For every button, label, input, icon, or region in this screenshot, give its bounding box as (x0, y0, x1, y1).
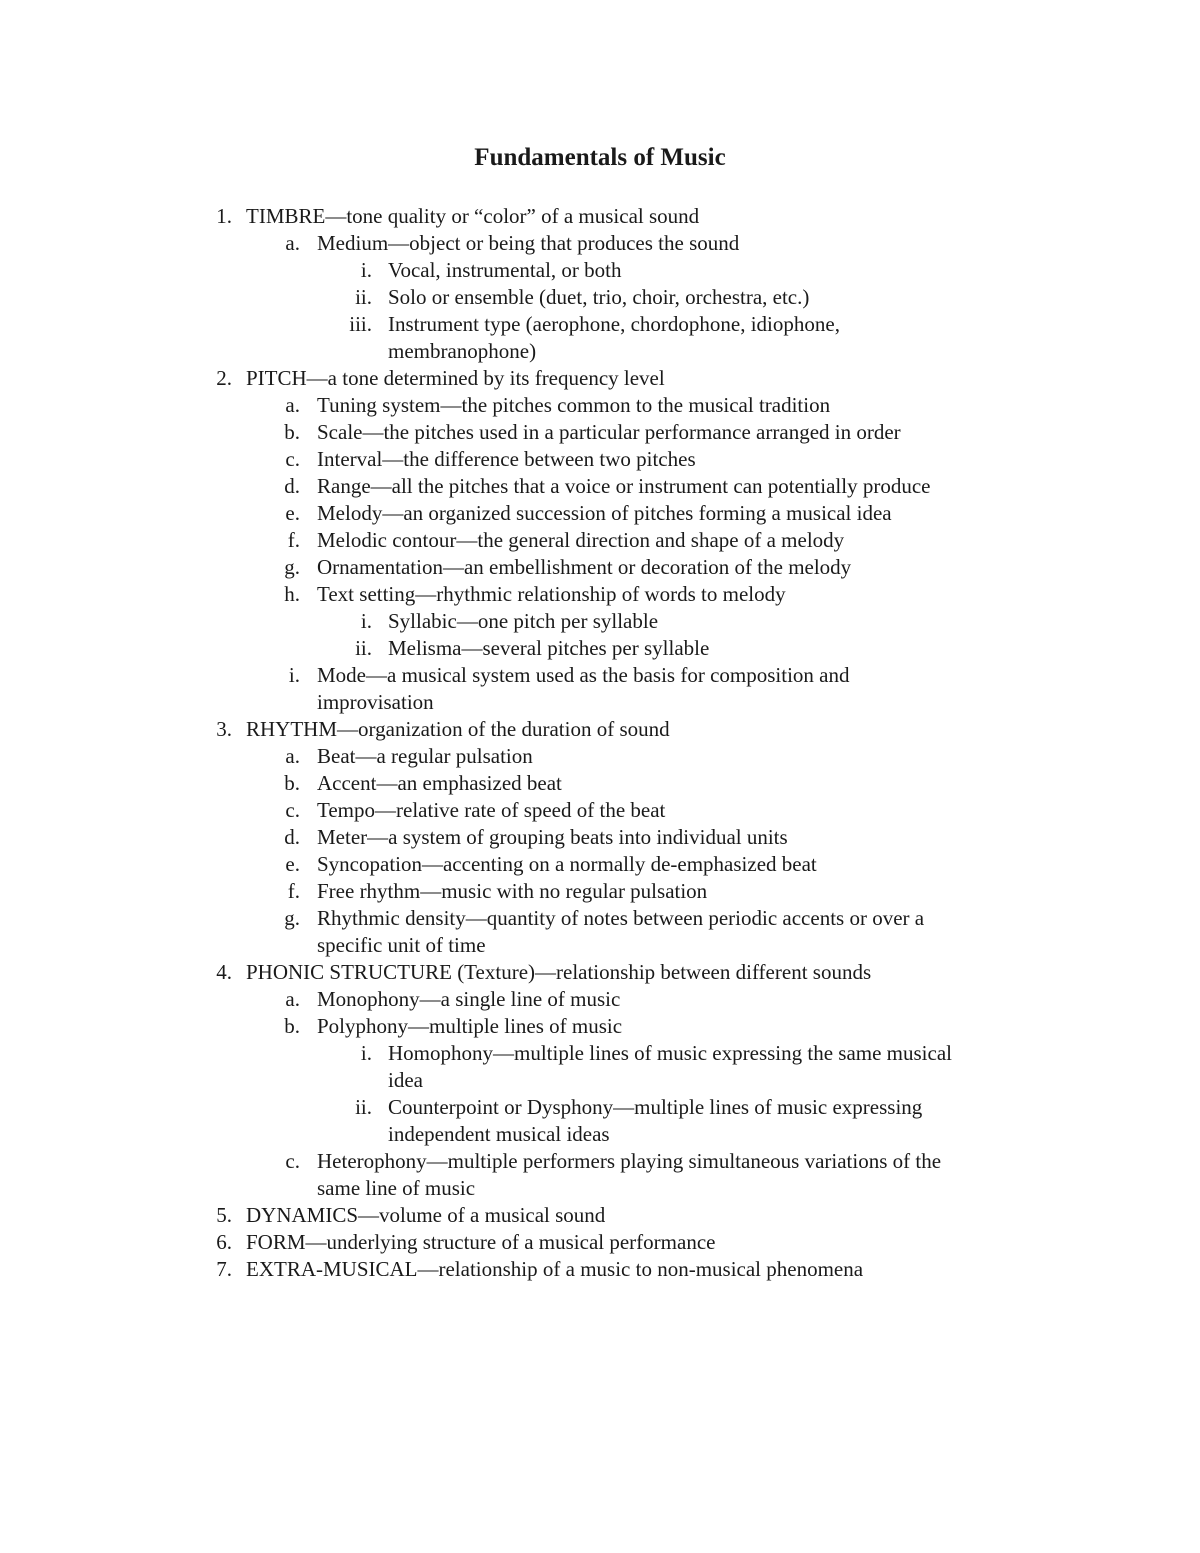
outline-item-text: DYNAMICS—volume of a musical sound (246, 1203, 606, 1227)
outline-item-marker: iii. (349, 312, 372, 336)
outline-item-text: Text setting—rhythmic relationship of words to melody (317, 582, 786, 606)
outline-item-text: Accent—an emphasized beat (317, 771, 562, 795)
outline-item-marker: b. (284, 1014, 300, 1038)
outline-item-marker: a. (285, 744, 300, 768)
outline-item-marker: e. (285, 501, 300, 525)
outline-item-marker: 6. (216, 1230, 232, 1254)
outline-item-marker: ii. (355, 285, 372, 309)
outline-item-text: Homophony—multiple lines of music expressing the same musical (388, 1041, 952, 1065)
outline-item (0, 1094, 1200, 1121)
outline-item-marker: g. (284, 906, 300, 930)
outline-item (0, 986, 1200, 1013)
outline-item-marker: ii. (355, 1095, 372, 1119)
outline-item (0, 608, 1200, 635)
outline-item (0, 257, 1200, 284)
outline-item-marker: i. (360, 1041, 372, 1065)
outline-item-text: Melody—an organized succession of pitches forming a musical idea (317, 501, 892, 525)
outline-item-text: specific unit of time (317, 933, 486, 957)
outline-item (0, 743, 1200, 770)
outline-item-marker: a. (285, 393, 300, 417)
outline-item-text: Instrument type (aerophone, chordophone, idiophone, (388, 312, 840, 336)
outline-item-marker: c. (285, 798, 300, 822)
outline-item-text: Syncopation—accenting on a normally de-emphasized beat (317, 852, 817, 876)
outline-item-marker: i. (288, 663, 300, 687)
outline-item-text: membranophone) (388, 339, 537, 363)
outline-item-text: TIMBRE—tone quality or “color” of a musical sound (246, 204, 700, 228)
outline-item-marker: 2. (216, 366, 232, 390)
outline-item-continuation (0, 932, 1200, 959)
outline-item-text: Monophony—a single line of music (317, 987, 621, 1011)
outline-item (0, 419, 1200, 446)
outline-item-text: Mode—a musical system used as the basis for composition and (317, 663, 850, 687)
outline-item-marker: c. (285, 447, 300, 471)
outline-item-marker: i. (360, 609, 372, 633)
outline-item-marker: h. (284, 582, 300, 606)
outline-item (0, 797, 1200, 824)
outline-item-text: Interval—the difference between two pitches (317, 447, 696, 471)
outline-item-text: Melodic contour—the general direction and shape of a melody (317, 528, 845, 552)
outline-item-continuation (0, 1175, 1200, 1202)
outline-item-continuation (0, 338, 1200, 365)
outline-item-text: PITCH—a tone determined by its frequency level (246, 366, 665, 390)
outline-item (0, 230, 1200, 257)
outline-item-text: same line of music (317, 1176, 476, 1200)
outline-item (0, 1040, 1200, 1067)
outline-item-marker: 1. (216, 204, 232, 228)
outline-item-text: independent musical ideas (388, 1122, 610, 1146)
page-title: Fundamentals of Music (474, 144, 726, 171)
outline-item-text: Tuning system—the pitches common to the musical tradition (317, 393, 831, 417)
outline-item-marker: b. (284, 420, 300, 444)
outline-item-text: idea (388, 1068, 423, 1092)
outline-item-text: Meter—a system of grouping beats into individual units (317, 825, 788, 849)
outline-item-text: improvisation (317, 690, 434, 714)
outline-item (0, 554, 1200, 581)
outline-item-text: Solo or ensemble (duet, trio, choir, orchestra, etc.) (388, 285, 810, 309)
outline-item-text: Tempo—relative rate of speed of the beat (317, 798, 666, 822)
outline-item-text: Vocal, instrumental, or both (388, 258, 622, 282)
outline-item-continuation (0, 689, 1200, 716)
outline-item-text: Free rhythm—music with no regular pulsation (317, 879, 708, 903)
outline-item (0, 203, 1200, 230)
outline-item-marker: f. (287, 879, 300, 903)
outline-item (0, 959, 1200, 986)
outline-item-text: Syllabic—one pitch per syllable (388, 609, 659, 633)
outline-item-text: Range—all the pitches that a voice or instrument can potentially produce (317, 474, 931, 498)
outline-item-text: Medium—object or being that produces the sound (317, 231, 740, 255)
outline-item-text: FORM—underlying structure of a musical performance (246, 1230, 716, 1254)
outline-item (0, 1013, 1200, 1040)
outline-item-marker: a. (285, 987, 300, 1011)
outline-item (0, 284, 1200, 311)
outline-item-marker: b. (284, 771, 300, 795)
outline-item (0, 905, 1200, 932)
outline-item-text: Rhythmic density—quantity of notes between periodic accents or over a (317, 906, 925, 930)
outline-item-text: Melisma—several pitches per syllable (388, 636, 710, 660)
outline-item (0, 473, 1200, 500)
outline-item-marker: 5. (216, 1203, 232, 1227)
outline-item-marker: f. (287, 528, 300, 552)
outline-item-marker: 4. (216, 960, 232, 984)
outline-item-text: RHYTHM—organization of the duration of sound (246, 717, 670, 741)
outline-item-marker: ii. (355, 636, 372, 660)
outline-item (0, 878, 1200, 905)
outline-item-marker: d. (284, 825, 300, 849)
outline-item-text: Counterpoint or Dysphony—multiple lines of music expressing (388, 1095, 923, 1119)
outline-item-marker: a. (285, 231, 300, 255)
outline-item (0, 770, 1200, 797)
outline-item-text: Ornamentation—an embellishment or decoration of the melody (317, 555, 852, 579)
outline-item-marker: i. (360, 258, 372, 282)
outline-item-continuation (0, 1121, 1200, 1148)
outline-item-marker: d. (284, 474, 300, 498)
outline-item-text: EXTRA-MUSICAL—relationship of a music to non-musical phenomena (246, 1257, 864, 1281)
outline-item (0, 392, 1200, 419)
outline-item-text: Polyphony—multiple lines of music (317, 1014, 623, 1038)
outline-item-text: PHONIC STRUCTURE (Texture)—relationship between different sounds (246, 960, 872, 984)
outline-item (0, 500, 1200, 527)
outline-item (0, 365, 1200, 392)
outline-item (0, 635, 1200, 662)
outline-item-continuation (0, 1067, 1200, 1094)
outline-item (0, 581, 1200, 608)
outline-item (0, 1256, 1200, 1283)
outline-item (0, 311, 1200, 338)
outline-item (0, 851, 1200, 878)
outline-item-marker: g. (284, 555, 300, 579)
outline-item (0, 446, 1200, 473)
outline-item (0, 662, 1200, 689)
outline-item-text: Beat—a regular pulsation (317, 744, 533, 768)
outline-item-text: Scale—the pitches used in a particular performance arranged in order (317, 420, 901, 444)
outline-item-marker: c. (285, 1149, 300, 1173)
outline-item-marker: e. (285, 852, 300, 876)
outline-item (0, 716, 1200, 743)
outline-item (0, 1202, 1200, 1229)
outline-item (0, 1148, 1200, 1175)
outline-item (0, 824, 1200, 851)
outline-item-text: Heterophony—multiple performers playing simultaneous variations of the (317, 1149, 942, 1173)
outline-item (0, 1229, 1200, 1256)
outline-item-marker: 7. (216, 1257, 232, 1281)
outline-item-marker: 3. (216, 717, 232, 741)
outline-item (0, 527, 1200, 554)
outline-list (0, 203, 1200, 1283)
